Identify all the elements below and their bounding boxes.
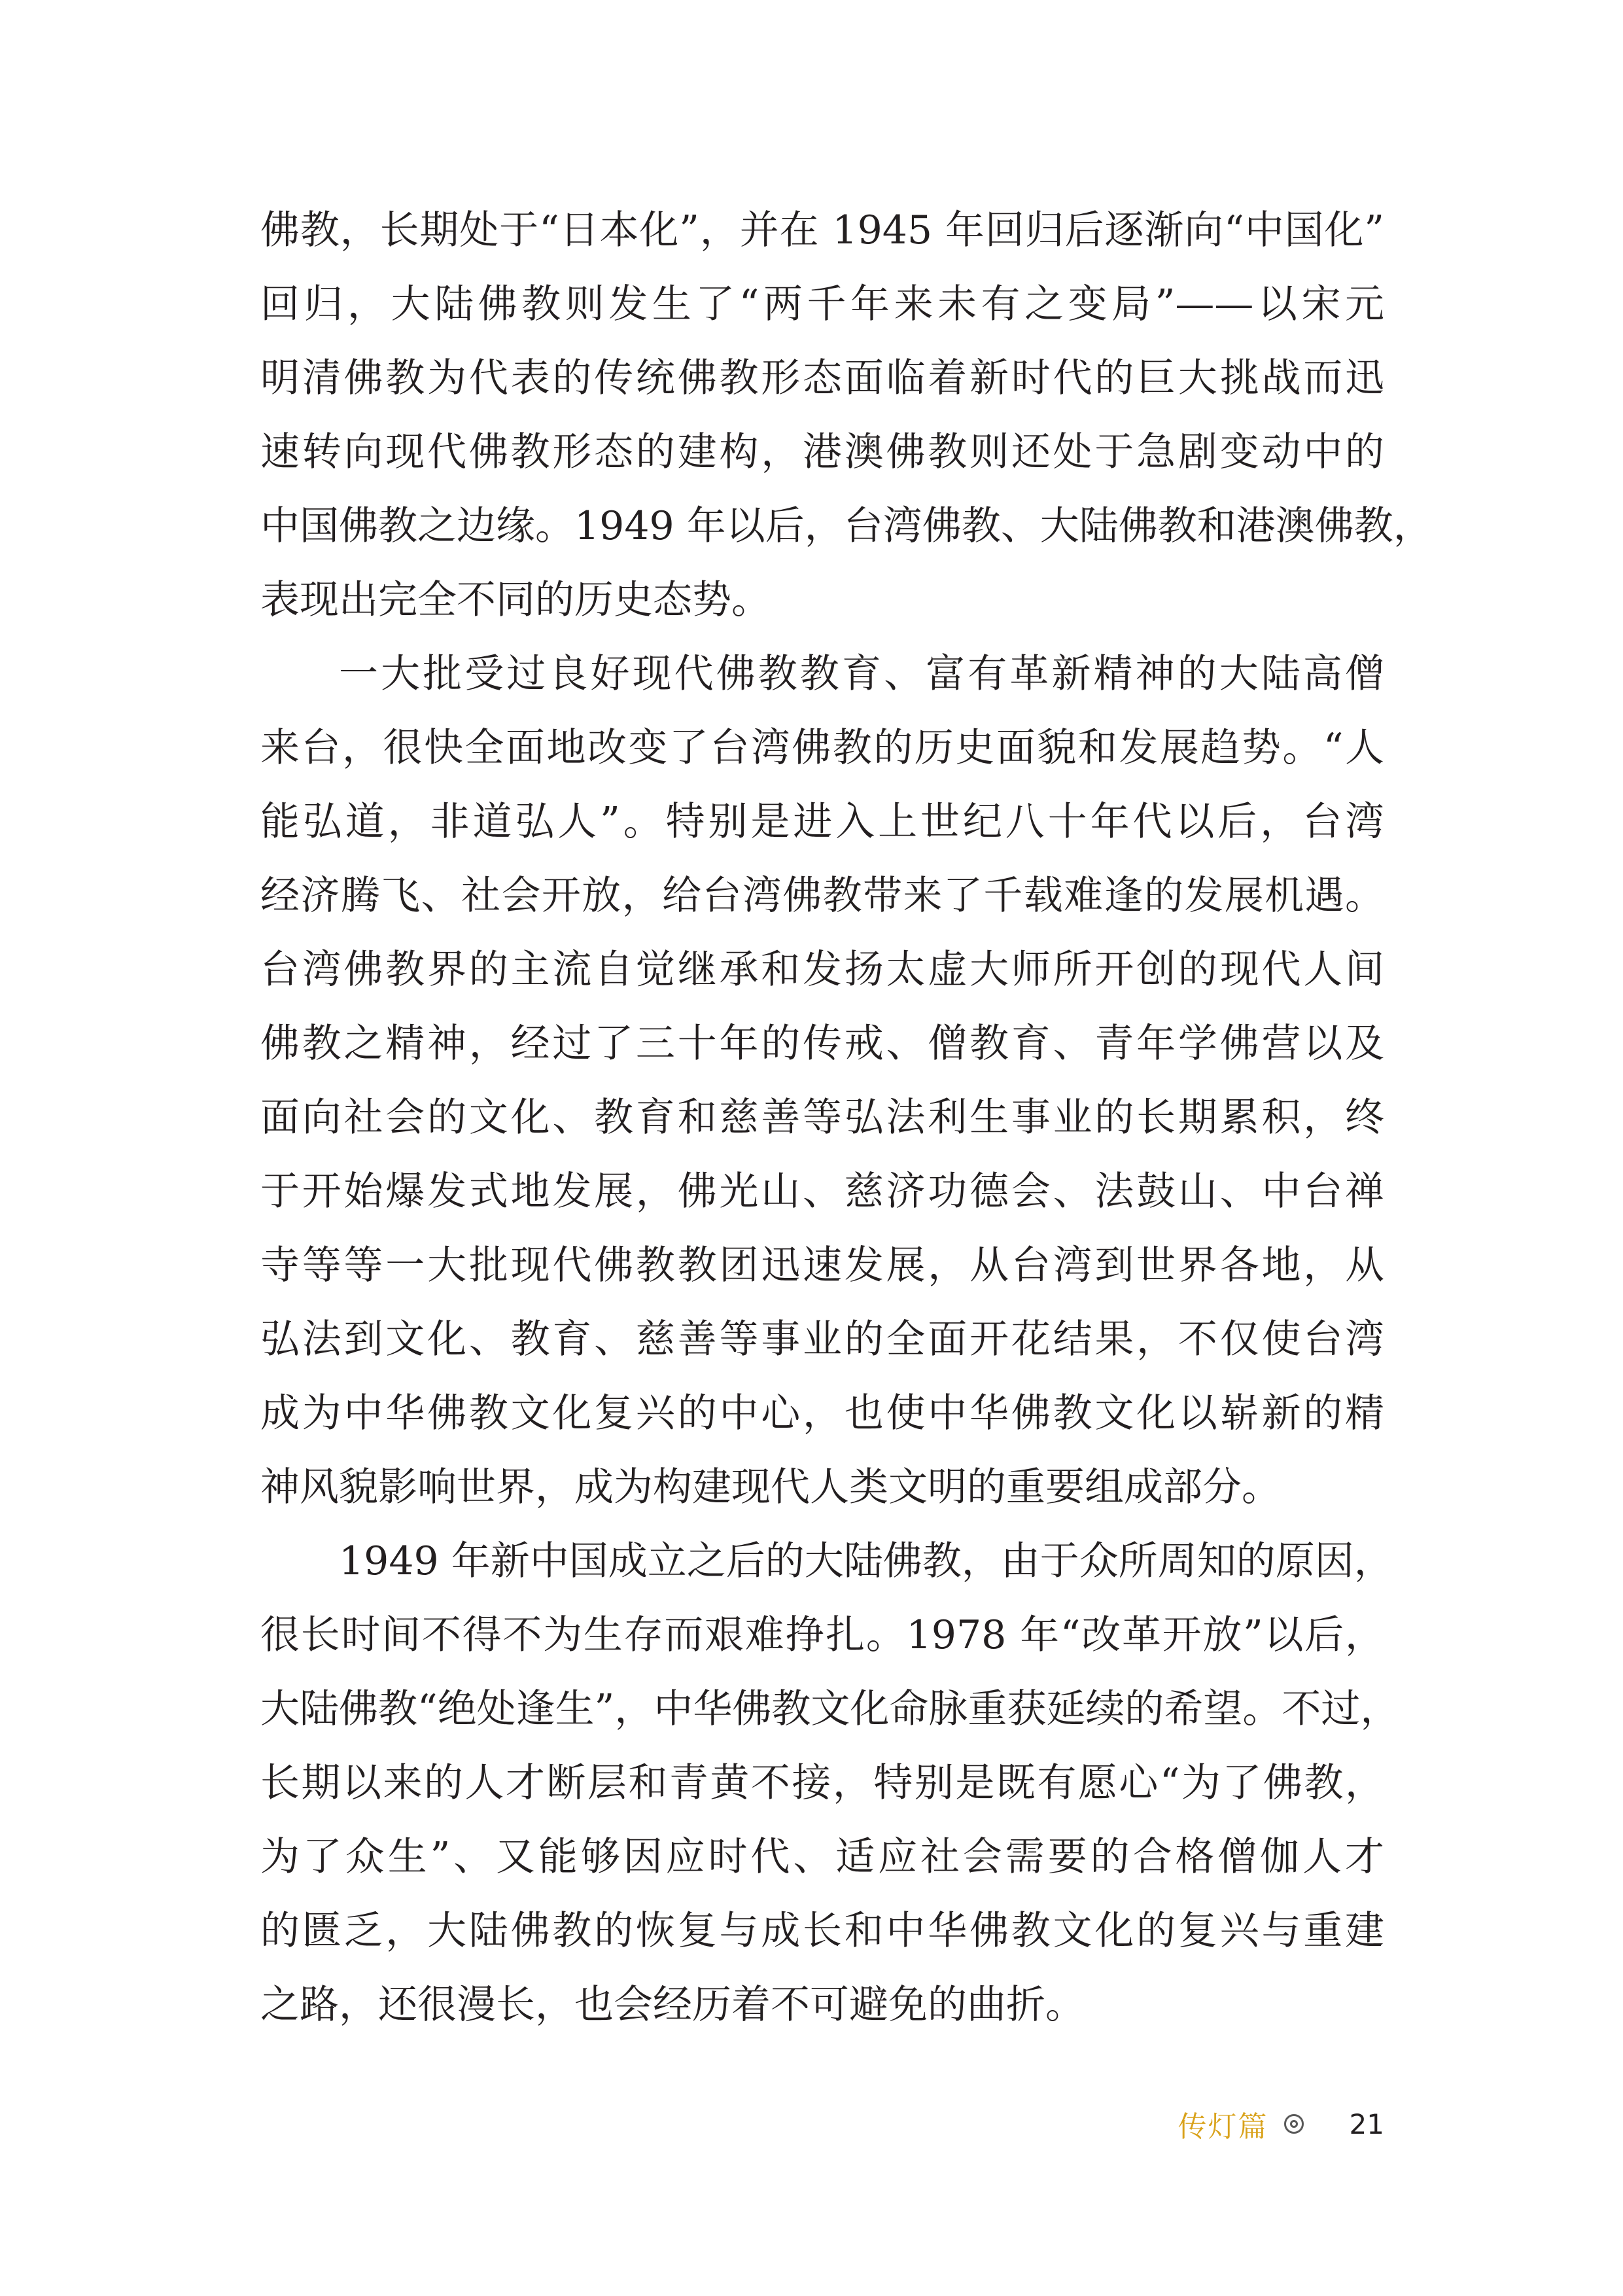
text-line: 为了众生”、又能够因应时代、适应社会需要的合格僧伽人才: [260, 1834, 1384, 1880]
text-line: 台湾佛教界的主流自觉继承和发扬太虚大师所开创的现代人间: [260, 947, 1384, 993]
text-line: 佛教之精神，经过了三十年的传戒、僧教育、青年学佛营以及: [260, 1021, 1384, 1067]
text-line: 速转向现代佛教形态的建构，港澳佛教则还处于急剧变动中的: [260, 429, 1384, 475]
text-line: 表现出完全不同的历史态势。: [260, 577, 771, 623]
text-line: 成为中华佛教文化复兴的中心，也使中华佛教文化以崭新的精: [260, 1390, 1384, 1436]
text-line: 寺等等一大批现代佛教教团迅速发展，从台湾到世界各地，从: [260, 1243, 1384, 1288]
text-line: 来台，很快全面地改变了台湾佛教的历史面貌和发展趋势。“人: [260, 725, 1384, 771]
text-line: 回归，大陆佛教则发生了“两千年来未有之变局”——以宋元: [260, 281, 1384, 327]
text-line: 1949 年新中国成立之后的大陆佛教，由于众所周知的原因，: [339, 1538, 1393, 1584]
section-name: 传灯篇: [1178, 2110, 1268, 2144]
text-line: 能弘道，非道弘人”。特别是进入上世纪八十年代以后，台湾: [260, 799, 1384, 845]
text-line: 于开始爆发式地发展，佛光山、慈济功德会、法鼓山、中台禅: [260, 1169, 1384, 1214]
text-line: 神风貌影响世界，成为构建现代人类文明的重要组成部分。: [260, 1464, 1281, 1510]
text-line: 弘法到文化、教育、慈善等事业的全面开花结果，不仅使台湾: [260, 1316, 1384, 1362]
text-line: 经济腾飞、社会开放，给台湾佛教带来了千载难逢的发展机遇。: [260, 873, 1384, 919]
body-text: [260, 194, 1433, 2042]
text-line: 面向社会的文化、教育和慈善等弘法利生事业的长期累积，终: [260, 1095, 1384, 1140]
text-line: 一大批受过良好现代佛教教育、富有革新精神的大陆高僧: [339, 651, 1384, 697]
text-line: 大陆佛教“绝处逢生”，中华佛教文化命脉重获延续的希望。不过，: [260, 1686, 1400, 1732]
double-circle-icon: [1284, 2114, 1304, 2134]
text-line: 长期以来的人才断层和青黄不接，特别是既有愿心“为了佛教，: [260, 1760, 1384, 1806]
text-line: 之路，还很漫长，也会经历着不可避免的曲折。: [260, 1982, 1085, 2028]
text-line: 明清佛教为代表的传统佛教形态面临着新时代的巨大挑战而迅: [260, 355, 1384, 401]
text-line: 佛教，长期处于“日本化”，并在 1945 年回归后逐渐向“中国化”: [260, 207, 1384, 253]
text-line: 的匮乏，大陆佛教的恢复与成长和中华佛教文化的复兴与重建: [260, 1908, 1384, 1954]
page-footer: [1112, 2103, 1384, 2145]
text-line: 很长时间不得不为生存而艰难挣扎。1978 年“改革开放”以后，: [260, 1612, 1384, 1658]
text-line: 中国佛教之边缘。1949 年以后，台湾佛教、大陆佛教和港澳佛教，: [260, 503, 1433, 549]
page-number: 21: [1349, 2108, 1384, 2140]
